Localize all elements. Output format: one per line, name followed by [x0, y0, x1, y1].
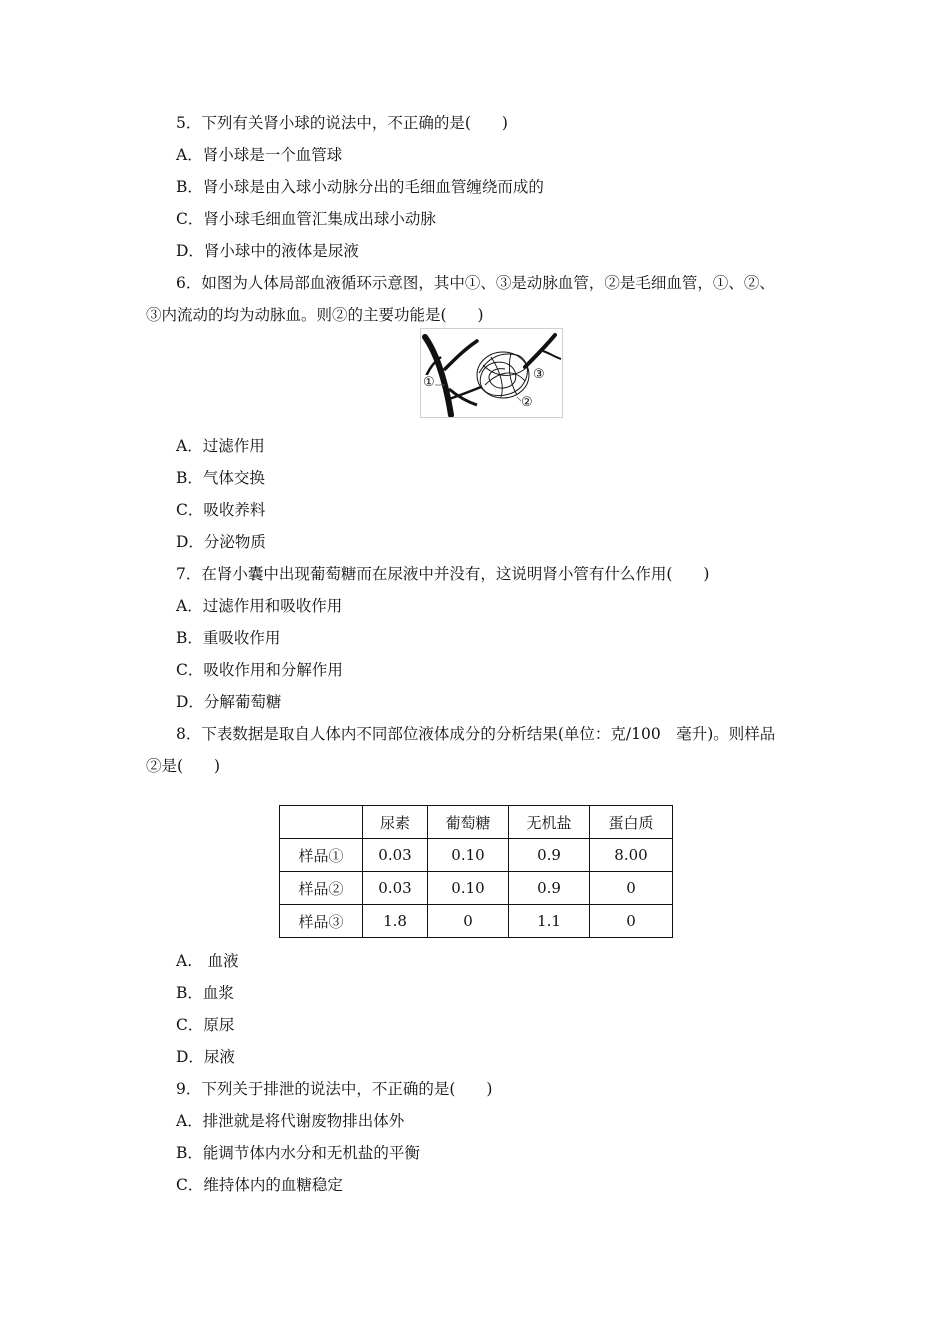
- table-cell: 0.10: [428, 839, 509, 872]
- table-row: [280, 905, 673, 938]
- table-cell: 样品②: [280, 872, 363, 905]
- figure-label-3: ③: [533, 367, 545, 382]
- question-5-option-d: D．肾小球中的液体是尿液: [176, 242, 359, 260]
- question-5-option-b: B．肾小球是由入球小动脉分出的毛细血管缠绕而成的: [176, 178, 544, 196]
- question-6-stem-line2: ③内流动的均为动脉血。则②的主要功能是( ): [146, 306, 484, 324]
- table-header-row: [280, 806, 673, 839]
- figure-label-2: ②: [521, 395, 533, 410]
- table-row: [280, 839, 673, 872]
- question-5-stem: 5．下列有关肾小球的说法中，不正确的是( ): [176, 114, 508, 132]
- question-8-option-a: A. 血液: [176, 952, 239, 970]
- table-cell: 0.9: [509, 872, 590, 905]
- table-cell: 0.03: [363, 839, 428, 872]
- question-8-stem-line2: ②是( ): [146, 757, 221, 775]
- question-9-option-b: B．能调节体内水分和无机盐的平衡: [176, 1144, 420, 1162]
- table-cell: 0.10: [428, 872, 509, 905]
- question-7-option-b: B．重吸收作用: [176, 629, 281, 647]
- table-cell: 8.00: [590, 839, 673, 872]
- table-header-cell: 蛋白质: [590, 806, 673, 839]
- question-6-option-a: A．过滤作用: [176, 437, 265, 455]
- question-6-option-b: B．气体交换: [176, 469, 265, 487]
- question-8-option-d: D．尿液: [176, 1048, 235, 1066]
- question-5-option-a: A．肾小球是一个血管球: [176, 146, 343, 164]
- question-8-option-b: B．血浆: [176, 984, 234, 1002]
- table-header-cell: 葡萄糖: [428, 806, 509, 839]
- question-8-stem-line1: 8．下表数据是取自人体内不同部位液体成分的分析结果(单位：克/100 毫升)。则样品: [176, 725, 776, 743]
- question-7-option-c: C．吸收作用和分解作用: [176, 661, 343, 679]
- table-cell: 0: [590, 905, 673, 938]
- question-7-option-d: D．分解葡萄糖: [176, 693, 282, 711]
- question-6-stem-line1: 6．如图为人体局部血液循环示意图，其中①、③是动脉血管，②是毛细血管，①、②、: [176, 274, 775, 292]
- table-header-cell: [280, 806, 363, 839]
- table-cell: 1.1: [509, 905, 590, 938]
- question-6-option-d: D．分泌物质: [176, 533, 266, 551]
- question-7-option-a: A．过滤作用和吸收作用: [176, 597, 343, 615]
- table-cell: 0: [590, 872, 673, 905]
- blood-circulation-figure: [420, 328, 563, 418]
- table-cell: 1.8: [363, 905, 428, 938]
- table-header-cell: 无机盐: [509, 806, 590, 839]
- fluid-composition-table: [279, 805, 673, 938]
- question-6-option-c: C．吸收养料: [176, 501, 266, 519]
- table-cell: 样品①: [280, 839, 363, 872]
- question-8-option-c: C．原尿: [176, 1016, 235, 1034]
- question-5-option-c: C．肾小球毛细血管汇集成出球小动脉: [176, 210, 436, 228]
- table-header-cell: 尿素: [363, 806, 428, 839]
- table-cell: 样品③: [280, 905, 363, 938]
- question-9-option-c: C．维持体内的血糖稳定: [176, 1176, 343, 1194]
- question-7-stem: 7．在肾小囊中出现葡萄糖而在尿液中并没有，这说明肾小管有什么作用( ): [176, 565, 710, 583]
- table-cell: 0.03: [363, 872, 428, 905]
- figure-label-1: ①: [423, 375, 435, 390]
- question-9-stem: 9．下列关于排泄的说法中，不正确的是( ): [176, 1080, 493, 1098]
- table-row: [280, 872, 673, 905]
- table-cell: 0.9: [509, 839, 590, 872]
- table-cell: 0: [428, 905, 509, 938]
- question-9-option-a: A．排泄就是将代谢废物排出体外: [176, 1112, 405, 1130]
